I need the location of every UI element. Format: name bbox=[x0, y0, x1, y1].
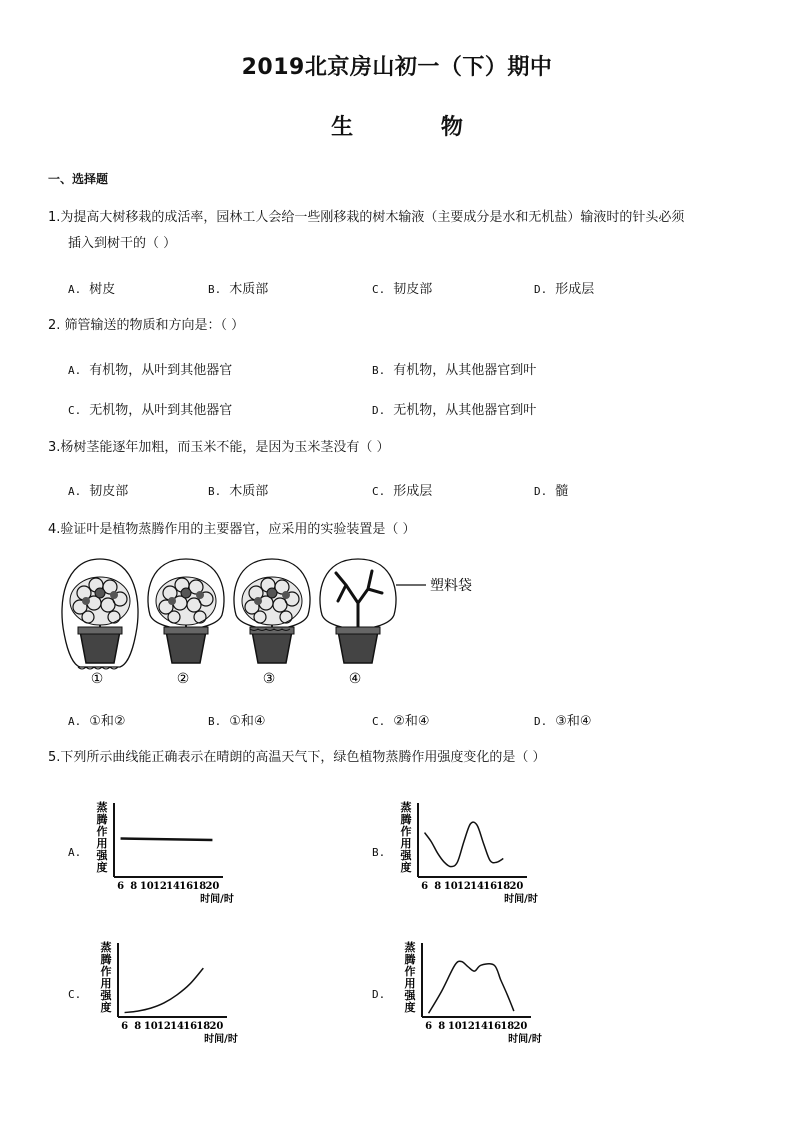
q2-option-d[interactable]: D. 无机物，从其他器官到叶 bbox=[372, 403, 537, 418]
x-tick-label: 14 bbox=[166, 881, 181, 892]
q5-option-b[interactable]: B. bbox=[372, 846, 386, 859]
x-tick-label: 16 bbox=[487, 1021, 502, 1032]
question-1-stem: 1.为提高大树移栽的成活率，园林工人会给一些刚移栽的树木输液（主要成分是水和无机盐）输液时的针头必须 bbox=[48, 210, 685, 225]
q3-option-c[interactable]: C. 形成层 bbox=[372, 484, 433, 499]
chart-a bbox=[86, 795, 236, 905]
x-tick-label: 10 bbox=[139, 881, 154, 892]
series-line bbox=[121, 839, 213, 840]
chart-c bbox=[90, 935, 240, 1045]
series-line bbox=[125, 968, 204, 1012]
q1-option-d[interactable]: D. 形成层 bbox=[534, 282, 595, 297]
q4-option-b[interactable]: B. ①和④ bbox=[208, 714, 266, 729]
x-tick-label: 14 bbox=[474, 1021, 489, 1032]
q4-option-c[interactable]: C. ②和④ bbox=[372, 714, 430, 729]
x-tick-label: 12 bbox=[156, 1021, 171, 1032]
subject-title: 生 物 bbox=[331, 115, 503, 140]
x-tick-label: 12 bbox=[152, 881, 167, 892]
x-tick-label: 6 bbox=[117, 881, 125, 892]
figure-label-1: ① bbox=[90, 671, 104, 687]
figure-label-3: ③ bbox=[262, 671, 276, 687]
figure-label-4: ④ bbox=[348, 671, 362, 687]
transpiration-experiment-figure bbox=[60, 555, 520, 690]
x-tick-label: 6 bbox=[425, 1021, 433, 1032]
x-tick-label: 12 bbox=[456, 881, 471, 892]
x-tick-label: 8 bbox=[130, 881, 138, 892]
x-tick-label: 6 bbox=[121, 1021, 129, 1032]
plant-setup-4 bbox=[320, 559, 396, 663]
x-tick-label: 20 bbox=[205, 881, 220, 892]
q4-option-d[interactable]: D. ③和④ bbox=[534, 714, 592, 729]
chart-d bbox=[394, 935, 544, 1045]
question-2-stem: 2. 筛管输送的物质和方向是：（ ） bbox=[48, 318, 245, 333]
question-3-stem: 3.杨树茎能逐年加粗，而玉米不能，是因为玉米茎没有（ ） bbox=[48, 440, 390, 455]
q4-option-a[interactable]: A. ①和② bbox=[68, 714, 126, 729]
x-tick-label: 10 bbox=[443, 881, 458, 892]
y-axis-label: 蒸腾作用强度 bbox=[96, 801, 108, 874]
q2-option-c[interactable]: C. 无机物，从叶到其他器官 bbox=[68, 403, 233, 418]
x-tick-label: 14 bbox=[170, 1021, 185, 1032]
series-line bbox=[425, 822, 504, 867]
q1-option-a[interactable]: A. 树皮 bbox=[68, 282, 116, 297]
q3-option-b[interactable]: B. 木质部 bbox=[208, 484, 269, 499]
question-5-stem: 5.下列所示曲线能正确表示在晴朗的高温天气下，绿色植物蒸腾作用强度变化的是（ ） bbox=[48, 750, 546, 765]
x-tick-label: 18 bbox=[500, 1021, 515, 1032]
q1-option-c[interactable]: C. 韧皮部 bbox=[372, 282, 433, 297]
x-tick-label: 18 bbox=[496, 881, 511, 892]
x-tick-label: 16 bbox=[483, 881, 498, 892]
question-4-stem: 4.验证叶是植物蒸腾作用的主要器官，应采用的实验装置是（ ） bbox=[48, 522, 416, 537]
x-tick-label: 20 bbox=[509, 881, 524, 892]
plant-setup-3 bbox=[234, 559, 310, 663]
q2-option-a[interactable]: A. 有机物，从叶到其他器官 bbox=[68, 363, 233, 378]
x-tick-label: 8 bbox=[134, 1021, 142, 1032]
x-tick-label: 18 bbox=[196, 1021, 211, 1032]
x-tick-label: 8 bbox=[434, 881, 442, 892]
x-tick-label: 8 bbox=[438, 1021, 446, 1032]
x-tick-label: 16 bbox=[183, 1021, 198, 1032]
q1-option-b[interactable]: B. 木质部 bbox=[208, 282, 269, 297]
y-axis-label: 蒸腾作用强度 bbox=[404, 941, 416, 1014]
x-axis-label: 时间/时 bbox=[204, 1034, 238, 1045]
x-tick-label: 14 bbox=[470, 881, 485, 892]
x-tick-label: 20 bbox=[513, 1021, 528, 1032]
question-1-stem-cont: 插入到树干的（ ） bbox=[68, 236, 177, 251]
x-tick-label: 12 bbox=[460, 1021, 475, 1032]
series-line bbox=[429, 961, 514, 1013]
q5-option-a[interactable]: A. bbox=[68, 846, 82, 859]
x-tick-label: 10 bbox=[143, 1021, 158, 1032]
q5-option-c[interactable]: C. bbox=[68, 988, 82, 1001]
x-tick-label: 6 bbox=[421, 881, 429, 892]
plant-setup-1 bbox=[62, 559, 138, 669]
y-axis-label: 蒸腾作用强度 bbox=[400, 801, 412, 874]
q5-option-d[interactable]: D. bbox=[372, 988, 386, 1001]
x-tick-label: 16 bbox=[179, 881, 194, 892]
y-axis-label: 蒸腾作用强度 bbox=[100, 941, 112, 1014]
page-title: 2019北京房山初一（下）期中 bbox=[241, 55, 553, 80]
x-axis-label: 时间/时 bbox=[504, 894, 538, 905]
plastic-bag-label: 塑料袋 bbox=[430, 578, 472, 594]
x-tick-label: 18 bbox=[192, 881, 207, 892]
section-heading: 一、选择题 bbox=[48, 172, 109, 186]
x-tick-label: 20 bbox=[209, 1021, 224, 1032]
x-tick-label: 10 bbox=[447, 1021, 462, 1032]
q3-option-d[interactable]: D. 髓 bbox=[534, 484, 569, 499]
figure-label-2: ② bbox=[176, 671, 190, 687]
chart-b bbox=[390, 795, 540, 905]
x-axis-label: 时间/时 bbox=[200, 894, 234, 905]
q3-option-a[interactable]: A. 韧皮部 bbox=[68, 484, 129, 499]
plant-setup-2 bbox=[148, 559, 224, 663]
q2-option-b[interactable]: B. 有机物，从其他器官到叶 bbox=[372, 363, 537, 378]
x-axis-label: 时间/时 bbox=[508, 1034, 542, 1045]
